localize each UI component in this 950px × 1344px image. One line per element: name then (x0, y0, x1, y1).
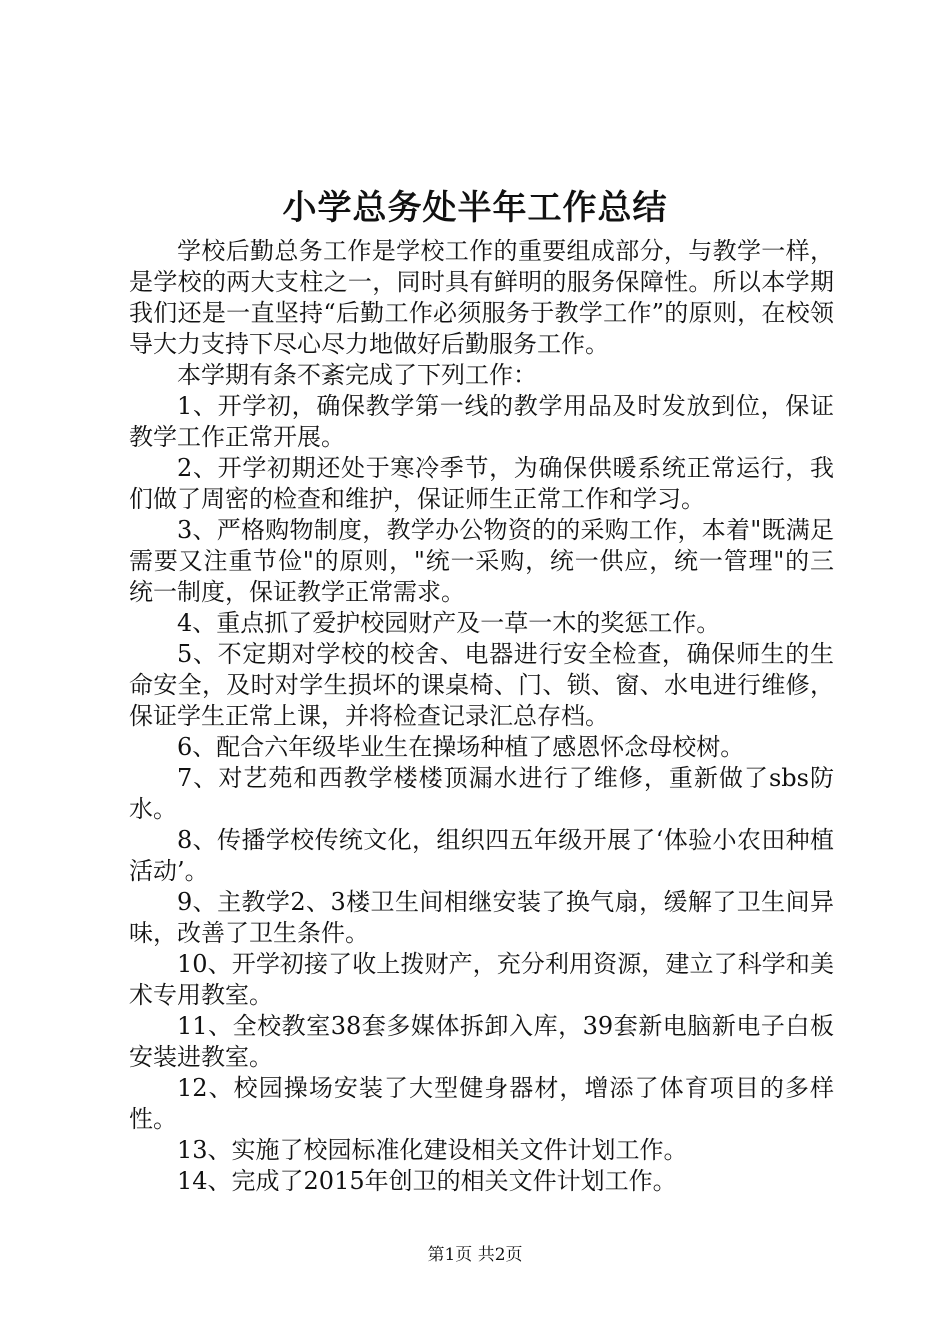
list-item-6: 6、配合六年级毕业生在操场种植了感恩怀念母校树。 (177, 733, 745, 761)
list-item-7: 7、对艺苑和西教学楼楼顶漏水进行了维修，重新做了sbs防水。 (129, 764, 834, 823)
list-item-13: 13、实施了校园标准化建设相关文件计划工作。 (177, 1136, 688, 1164)
list-item-12: 12、校园操场安装了大型健身器材，增添了体育项目的多样性。 (129, 1074, 834, 1133)
list-item-5: 5、不定期对学校的校舍、电器进行安全检查，确保师生的生命安全，及时对学生损坏的课桌椅、门、锁、窗、水电进行维修，保证学生正常上课，并将检查记录汇总存档。 (129, 640, 834, 730)
list-item-2: 2、开学初期还处于寒冷季节，为确保供暖系统正常运行，我们做了周密的检查和维护，保证师生正常工作和学习。 (129, 454, 834, 513)
document-title: 小学总务处半年工作总结 (282, 188, 668, 228)
list-item-4: 4、重点抓了爱护校园财产及一草一木的奖惩工作。 (177, 609, 721, 637)
paragraph-list-intro: 本学期有条不紊完成了下列工作： (177, 361, 537, 389)
list-item-8: 8、传播学校传统文化，组织四五年级开展了‘体验小农田种植活动’。 (129, 826, 834, 885)
list-item-1: 1、开学初，确保教学第一线的教学用品及时发放到位，保证教学工作正常开展。 (129, 392, 834, 451)
list-item-11: 11、全校教室38套多媒体拆卸入库，39套新电脑新电子白板安装进教室。 (129, 1012, 834, 1071)
list-item-9: 9、主教学2、3楼卫生间相继安装了换气扇，缓解了卫生间异味，改善了卫生条件。 (129, 888, 834, 947)
page-number-footer: 第1页 共2页 (427, 1245, 523, 1265)
list-item-10: 10、开学初接了收上拨财产，充分利用资源，建立了科学和美术专用教室。 (129, 950, 834, 1009)
list-item-3: 3、严格购物制度，教学办公物资的的采购工作，本着"既满足需要又注重节俭"的原则，"统一采购，统一供应，统一管理"的三统一制度，保证教学正常需求。 (129, 516, 834, 606)
paragraph-intro: 学校后勤总务工作是学校工作的重要组成部分，与教学一样，是学校的两大支柱之一，同时具有鲜明的服务保障性。所以本学期我们还是一直坚持“后勤工作必须服务于教学工作”的原则，在校领导大力支持下尽心尽力地做好后勤服务工作。 (129, 237, 834, 358)
document-body (129, 236, 834, 1197)
list-item-14: 14、完成了2015年创卫的相关文件计划工作。 (177, 1167, 677, 1195)
